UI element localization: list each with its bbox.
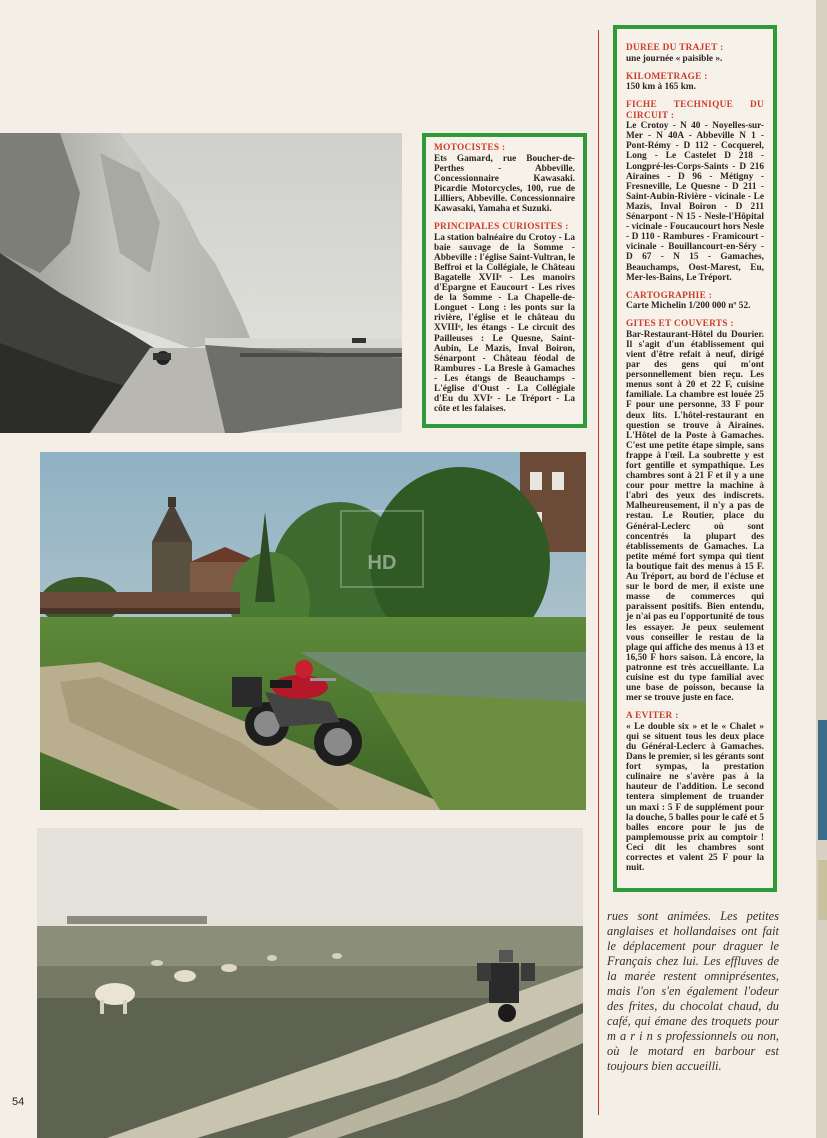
section-text: une journée « paisible ». — [626, 53, 723, 64]
section-curiosites — [434, 222, 575, 414]
section-heading: DUREE DU TRAJET : — [626, 43, 724, 53]
section-text: Ets Gamard, rue Boucher-de-Perthes - Abbeville. Concessionnaire Kawasaki. Picardie Motorcycles, 100, rue de Lilliers, Abbeville. Concessionnaire Kawasaki, Yamaha et Suzuki. — [434, 153, 575, 214]
section-kilometrage — [626, 72, 764, 93]
section-text: La station balnéaire du Crotoy - La baie sauvage de la Somme - Abbeville : l'église Saint-Vultran, le Beffroi et la Collégiale, le Château Bagatelle XVIIᵉ - Les manoirs d'Epargne et Eaucourt - Les rives de la Somme - La Chapelle-de-Longuet - Long : les ponts sur la rivière, l'église et le château du XVIIIᵉ, les étangs - Le circuit des Pailleuses : Le Quesne, Saint-Aubin, Le Mazis, Inval Boiron, Sénarpont - Château féodal de Rambures - La Bresle à Gamaches - Les étangs de Beauchamps - L'église d'Oust - La Collégiale d'Eu du XVIᵉ - Le Tréport - La côte et les falaises. — [434, 232, 575, 415]
photo-canal-towpath-motorcycle — [40, 452, 586, 810]
section-a-eviter — [626, 711, 764, 873]
section-heading: A EVITER : — [626, 711, 679, 722]
watermark-text: HD — [367, 552, 397, 574]
photo-cliff-road-motorcycle — [0, 133, 402, 433]
section-text: Bar-Restaurant-Hôtel du Dourier. Il s'agit d'un établissement qui vient d'être refait à neuf, dirigé par des gens qui m'ont personnellement bien reçu. Les menus sont à 20 et 22 F, cuisine familiale. La chambre est louée 25 F pour une personne, 33 F pour deux lits. L'hôtel-restaurant en question se trouve à Airaines. L'Hôtel de la Poste à Gamaches. C'est une petite étape simple, sans frappe à l'œil. La soubrette y est fort gentille et sympathique. Les chambres sont à 21 F et il y a une cour pour mettre la machine à l'abri des yeux des indiscrets. Malheureusement, il n'y a pas de restau. Le Routier, place du Général-Leclerc où sont concentrés la plupart des établissements de Gamaches. La petite mémé fort sympa qui tient la boutique fait des menus à 15 F. Au Tréport, au bord de l'écluse et sur le bord de mer, il existe une masse de commerces qui paraissent positifs. Bien entendu, je n'ai pas eu l'opportunité de tous les essayer. Je peux seulement vous conseiller le restau de la plage qui affiche des menus à 13 et 16,50 F hors saison. Là encore, la patronne est très accueillante. La cuisine est du type familial avec une base de poisson, because la mer se trouve juste en face. — [626, 329, 764, 704]
section-duree — [626, 43, 764, 64]
article-continuation-text: rues sont animées. Les petites anglaises et hollandaises ont fait le déplacement pour draguer le Français chez lui. Les effluves de la marée restent omniprésentes, mais l'on s'en également l'odeur des frites, du chocolat chaud, du café, qui émane des troquets pour m a r i n s professionnels ou non, où le motard en barbour est toujours bien accueilli. — [607, 909, 779, 1073]
info-box-motorcycle-dealers — [422, 133, 587, 428]
section-heading: FICHE TECHNIQUE DU CIRCUIT : — [626, 100, 764, 121]
facing-page-edge — [816, 0, 827, 1138]
section-text: « Le double six » et le « Chalet » qui se situent tous les deux place du Général-Leclerc à Gamaches. Dans le premier, si les gérants sont fort sympas, la prestation culinaire ne s'avère pas à la hauteur de l'addition. Le second tentera simplement de truander un maxi : 5 F de supplément pour la douche, 5 balles pour le café et 5 balles encore pour le jus de pamplemousse prix au comptoir ! Ceci dit les chambres sont correctes et valent 25 F pour la nuit. — [626, 721, 764, 874]
section-fiche-technique — [626, 100, 764, 283]
section-text: 150 km à 165 km. — [626, 82, 696, 93]
section-heading: CARTOGRAPHIE : — [626, 290, 713, 301]
section-heading: PRINCIPALES CURIOSITES : — [434, 222, 569, 233]
page-number: 54 — [12, 1096, 25, 1108]
section-gites-couverts — [626, 319, 764, 703]
section-motocistes — [434, 143, 575, 214]
section-text: Carte Michelin 1/200 000 nº 52. — [626, 301, 751, 312]
photo-field-cows-motorcycle — [37, 828, 583, 1138]
watermark-logo — [340, 510, 424, 588]
section-heading: MOTOCISTES : — [434, 143, 506, 153]
section-text: Le Crotoy - N 40 - Noyelles-sur-Mer - N 40A - Abbeville N 1 - Pont-Rémy - D 112 - Cocquerel, Long - Le Castelet D 218 - Longpré-les-Corps-Saints - D 216 Airaines - D 96 - Métigny - Fresneville, Le Quesne - D 211 - Saint-Aubin-Rivière - vicinale - Le Mazis, Inval Boiron - D 211 Sénarpont - N 15 - Nesle-l'Hôpital - vicinale - Foucaucourt hors Nesle - D 110 - Rambures - Framicourt - vicinale - Bouillancourt-en-Séry - D 67 - N 15 - Gamaches, Beauchamps, Oost-Marest, Eu, Mer-les-Bains, Le Tréport. — [626, 121, 764, 283]
section-heading: KILOMETRAGE : — [626, 71, 708, 82]
column-rule — [598, 30, 599, 1115]
section-heading: GITES ET COUVERTS : — [626, 319, 734, 330]
section-cartographie — [626, 291, 764, 312]
info-box-trip-details — [613, 25, 777, 892]
